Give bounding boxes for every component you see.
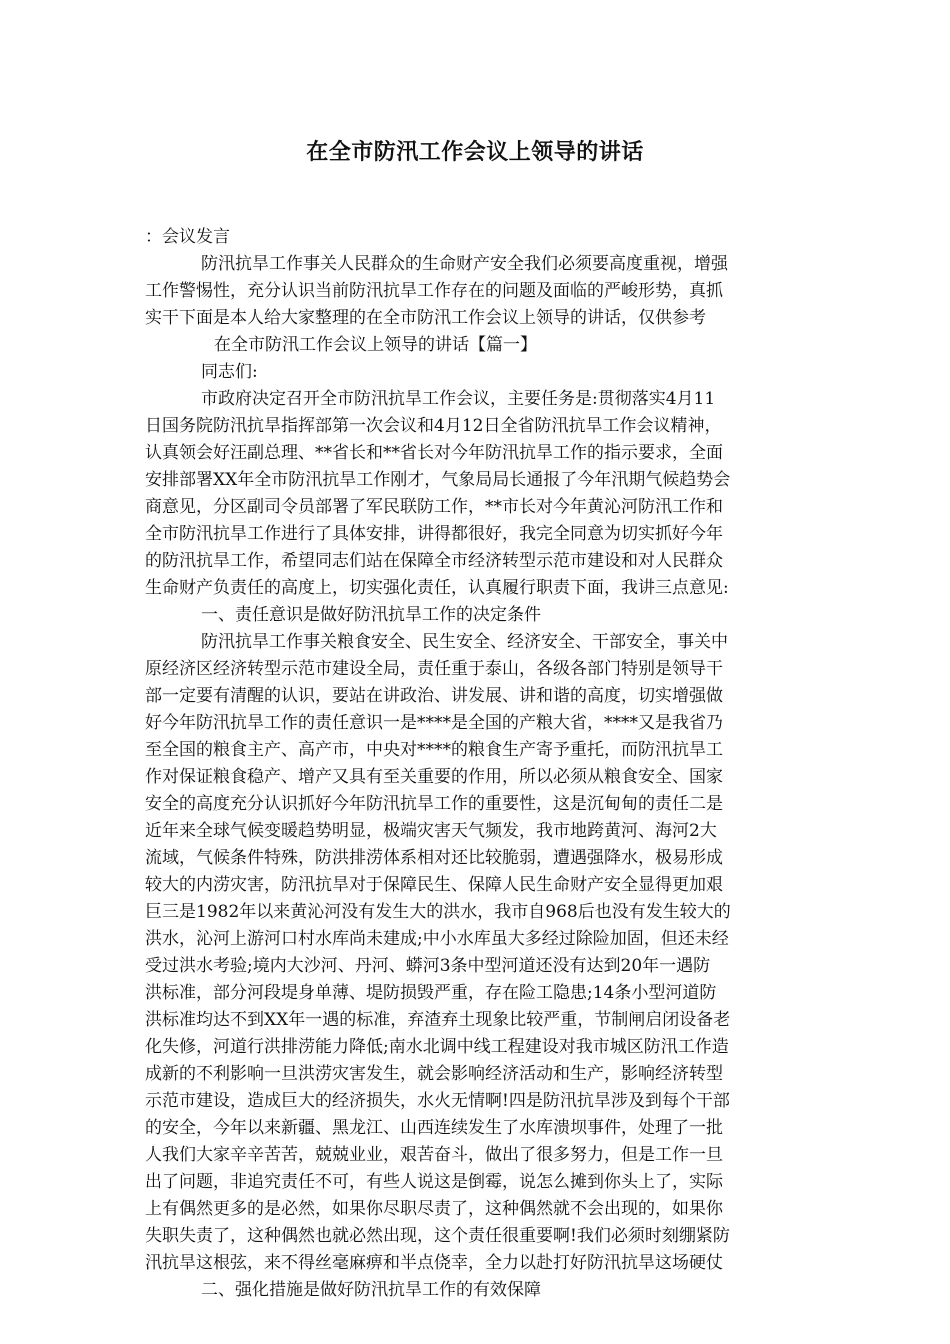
body-line: 至全国的粮食主产、高产市，中央对****的粮食生产寄予重托，而防汛抗旱工 [145, 740, 723, 760]
body-line: 上有偶然更多的是必然，如果你尽职尽责了，这种偶然就不会出现的，如果你 [145, 1199, 723, 1219]
body-line: 商意见，分区副司令员部署了军民联防工作，**市长对今年黄沁河防汛工作和 [145, 497, 723, 517]
body-line: 近年来全球气候变暖趋势明显，极端灾害天气频发，我市地跨黄河、海河2大 [145, 821, 717, 841]
body-line: 全市防汛抗旱工作进行了具体安排，讲得都很好，我完全同意为切实抓好今年 [145, 524, 723, 544]
body-line: 部一定要有清醒的认识，要站在讲政治、讲发展、讲和谐的高度，切实增强做 [145, 686, 723, 706]
body-line: 安全的高度充分认识抓好今年防汛抗旱工作的重要性，这是沉甸甸的责任二是 [145, 794, 723, 814]
document-body [145, 224, 805, 1304]
body-line: 生命财产负责任的高度上，切实强化责任，认真履行职责下面，我讲三点意见: [145, 578, 729, 598]
body-line: 安排部署XX年全市防汛抗旱工作刚才，气象局局长通报了今年汛期气候趋势会 [145, 470, 731, 490]
body-line: 流域，气候条件特殊，防洪排涝体系相对还比较脆弱，遭遇强降水，极易形成 [145, 848, 723, 868]
body-line: 洪标准均达不到XX年一遇的标准，弃渣弃土现象比较严重，节制闸启闭设备老 [145, 1010, 731, 1030]
body-line: 好今年防汛抗旱工作的责任意识一是****是全国的产粮大省，****又是我省乃 [145, 713, 723, 733]
body-line: 工作警惕性，充分认识当前防汛抗旱工作存在的问题及面临的严峻形势，真抓 [145, 281, 723, 301]
body-line: 在全市防汛工作会议上领导的讲话【篇一】 [214, 335, 537, 355]
body-line: 洪标准，部分河段堤身单薄、堤防损毁严重，存在险工隐患;14条小型河道防 [145, 983, 717, 1003]
body-line: 失职失责了，这种偶然也就必然出现，这个责任很重要啊!我们必须时刻绷紧防 [145, 1226, 730, 1246]
body-line: 巨三是1982年以来黄沁河没有发生大的洪水，我市自968后也没有发生较大的 [145, 902, 731, 922]
body-line: 一、责任意识是做好防汛抗旱工作的决定条件 [201, 605, 541, 625]
body-line: 出了问题，非追究责任不可，有些人说这是倒霉，说怎么摊到你头上了，实际 [145, 1172, 723, 1192]
document-title: 在全市防汛工作会议上领导的讲话 [306, 139, 644, 165]
body-line: ：会议发言 [145, 227, 230, 247]
body-line: 汛抗旱这根弦，来不得丝毫麻痹和半点侥幸，全力以赴打好防汛抗旱这场硬仗 [145, 1253, 723, 1273]
body-line: 的防汛抗旱工作，希望同志们站在保障全市经济转型示范市建设和对人民群众 [145, 551, 723, 571]
body-line: 实干下面是本人给大家整理的在全市防汛工作会议上领导的讲话，仅供参考 [145, 308, 706, 328]
body-line: 日国务院防汛抗旱指挥部第一次会议和4月12日全省防汛抗旱工作会议精神， [145, 416, 722, 436]
body-line: 防汛抗旱工作事关粮食安全、民生安全、经济安全、干部安全，事关中 [201, 632, 728, 652]
body-line: 受过洪水考验;境内大沙河、丹河、蟒河3条中型河道还没有达到20年一遇防 [145, 956, 711, 976]
body-line: 作对保证粮食稳产、增产又具有至关重要的作用，所以必须从粮食安全、国家 [145, 767, 723, 787]
body-line: 示范市建设，造成巨大的经济损失，水火无情啊!四是防汛抗旱涉及到每个干部 [145, 1091, 730, 1111]
body-line: 二、强化措施是做好防汛抗旱工作的有效保障 [201, 1280, 541, 1300]
body-line: 防汛抗旱工作事关人民群众的生命财产安全我们必须要高度重视，增强 [201, 254, 728, 274]
body-line: 同志们: [201, 362, 258, 382]
body-line: 人我们大家辛辛苦苦，兢兢业业，艰苦奋斗，做出了很多努力，但是工作一旦 [145, 1145, 723, 1165]
body-line: 洪水，沁河上游河口村水库尚未建成;中小水库虽大多经过除险加固，但还未经 [145, 929, 729, 949]
body-line: 市政府决定召开全市防汛抗旱工作会议，主要任务是:贯彻落实4月11 [201, 389, 716, 409]
body-line: 的安全，今年以来新疆、黑龙江、山西连续发生了水库溃坝事件，处理了一批 [145, 1118, 723, 1138]
body-line: 化失修，河道行洪排涝能力降低;南水北调中线工程建设对我市城区防汛工作造 [145, 1037, 729, 1057]
body-line: 成新的不利影响一旦洪涝灾害发生，就会影响经济活动和生产，影响经济转型 [145, 1064, 723, 1084]
body-line: 认真领会好汪副总理、**省长和**省长对今年防汛抗旱工作的指示要求，全面 [145, 443, 723, 463]
body-line: 较大的内涝灾害，防汛抗旱对于保障民生、保障人民生命财产安全显得更加艰 [145, 875, 723, 895]
body-line: 原经济区经济转型示范市建设全局，责任重于泰山，各级各部门特别是领导干 [145, 659, 723, 679]
